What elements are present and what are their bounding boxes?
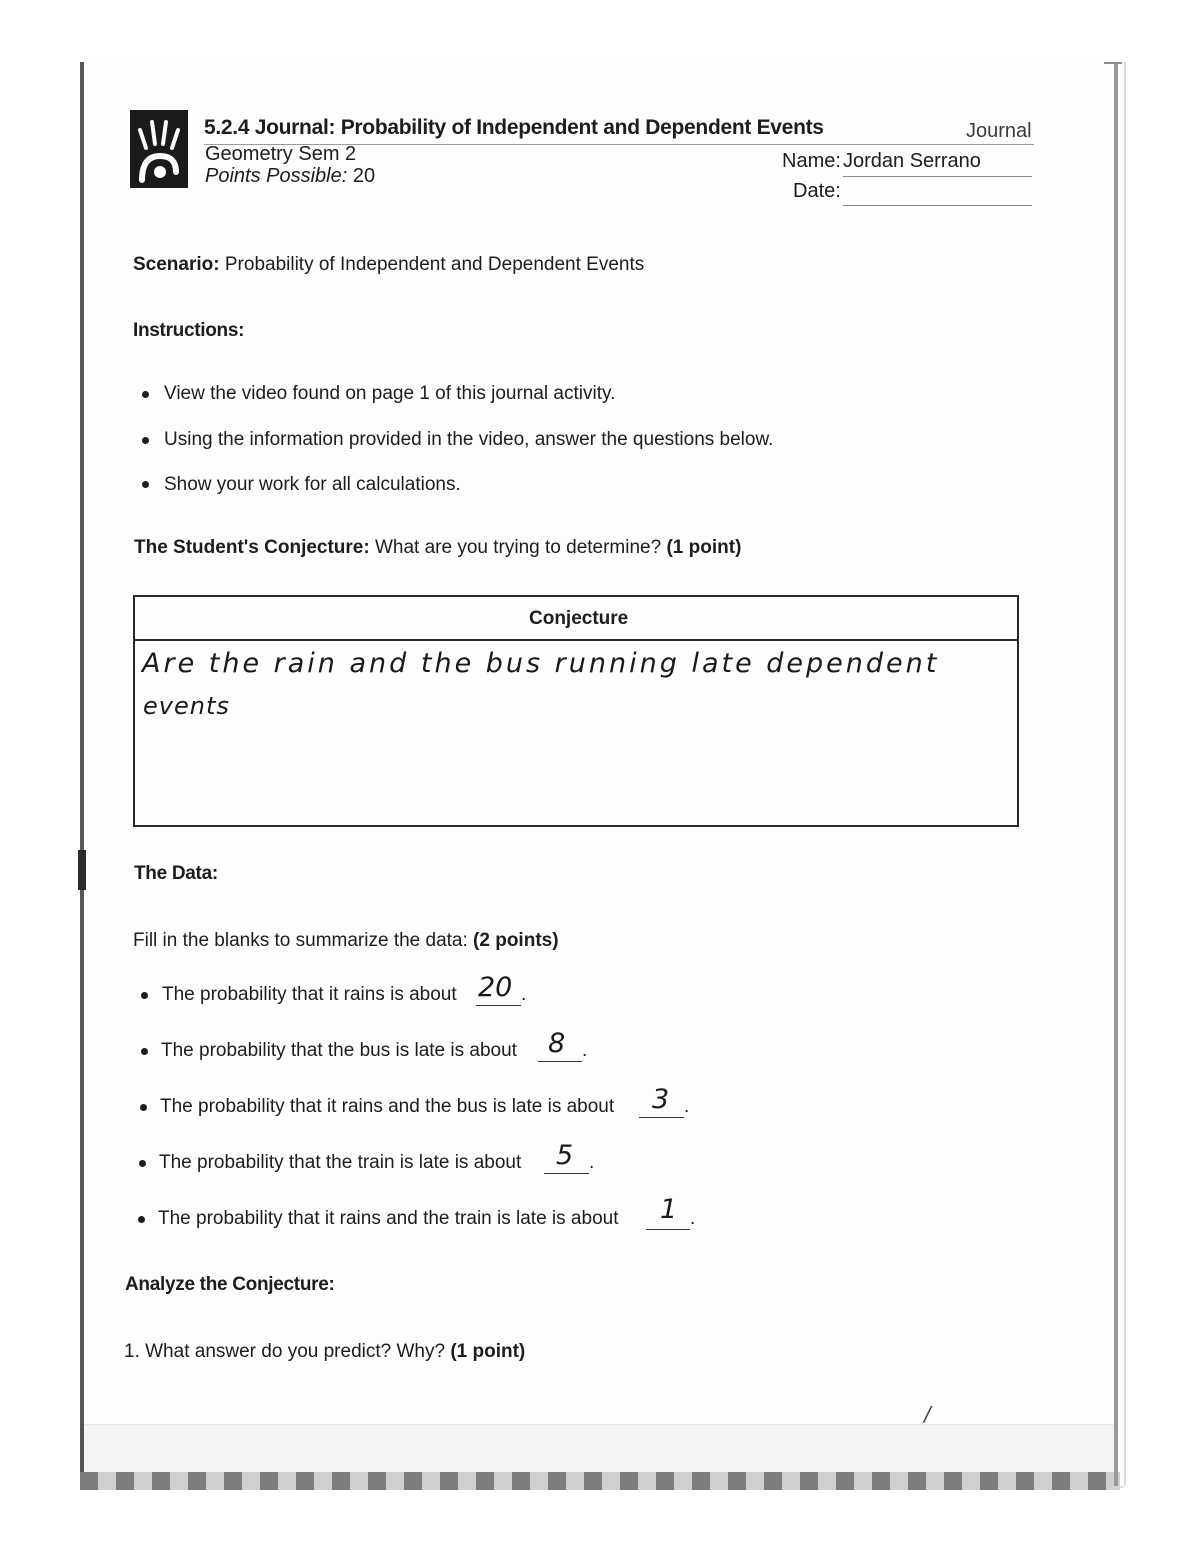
scenario-line: [133, 254, 644, 276]
conjecture-answer-line2[interactable]: events: [143, 692, 230, 720]
journal-tag: Journal: [966, 120, 1032, 142]
instruction-item: Using the information provided in the video, answer the questions below.: [164, 429, 774, 450]
data-item-text: The probability that it rains and the bus is late is about: [160, 1096, 615, 1117]
question-1-points: (1 point): [450, 1341, 526, 1362]
question-1: [124, 1341, 525, 1363]
period: .: [521, 984, 527, 1005]
data-item-text: The probability that it rains and the train is late is about: [158, 1208, 619, 1229]
bullet-dot: [139, 1160, 146, 1167]
page-bottom-strip: [80, 1472, 1120, 1490]
page-edge-mark: [78, 850, 86, 890]
course-name: Geometry Sem 2: [205, 143, 357, 165]
date-label: Date:: [793, 180, 841, 202]
blank-underline: [646, 1229, 690, 1230]
conjecture-table-header: Conjecture: [529, 608, 629, 629]
period: .: [589, 1152, 595, 1173]
points-possible: [205, 165, 375, 188]
period: .: [582, 1040, 588, 1061]
stray-pen-mark: /: [924, 1402, 931, 1426]
conjecture-answer-line1[interactable]: Are the rain and the bus running late dependent: [142, 648, 940, 679]
name-underline: [843, 176, 1032, 177]
period: .: [684, 1096, 690, 1117]
bullet-dot: [141, 992, 148, 999]
conjecture-prompt: [134, 537, 741, 559]
data-heading: The Data:: [134, 863, 218, 884]
fill-prompt: [133, 930, 559, 952]
bullet-dot: [142, 437, 149, 444]
date-underline: [843, 205, 1032, 206]
data-item-text: The probability that the bus is late is about: [161, 1040, 517, 1061]
bullet-dot: [138, 1216, 145, 1223]
page-corner-line: [1104, 62, 1122, 64]
scenario-text: Probability of Independent and Dependent Events: [224, 254, 645, 275]
data-item-value[interactable]: 8: [548, 1028, 566, 1059]
conjecture-label: The Student's Conjecture:: [134, 537, 370, 558]
conjecture-header-rule: [133, 639, 1019, 641]
page-title: 5.2.4 Journal: Probability of Independent and Dependent Events: [204, 116, 824, 139]
conjecture-points: (1 point): [666, 537, 742, 558]
scenario-label: Scenario:: [133, 254, 220, 275]
conjecture-question: What are you trying to determine?: [374, 537, 662, 558]
analyze-heading: Analyze the Conjecture:: [125, 1274, 335, 1295]
question-1-text: 1. What answer do you predict? Why?: [124, 1341, 446, 1362]
bullet-dot: [140, 1104, 147, 1111]
blank-underline: [538, 1061, 582, 1062]
data-item-text: The probability that it rains is about: [162, 984, 457, 1005]
blank-underline: [544, 1173, 589, 1174]
fill-prompt-text: Fill in the blanks to summarize the data:: [133, 930, 468, 951]
points-value: 20: [352, 165, 376, 187]
data-item-value[interactable]: 5: [556, 1140, 574, 1171]
data-item-text: The probability that the train is late is about: [159, 1152, 522, 1173]
name-label: Name:: [782, 150, 841, 172]
points-label: Points Possible:: [205, 165, 348, 187]
bullet-dot: [141, 1048, 148, 1055]
blank-underline: [476, 1005, 521, 1006]
name-field[interactable]: Jordan Serrano: [843, 150, 981, 172]
fill-prompt-points: (2 points): [473, 930, 559, 951]
bullet-dot: [142, 391, 149, 398]
page-right-edge: [1114, 62, 1118, 1486]
instruction-item: View the video found on page 1 of this journal activity.: [164, 383, 616, 404]
school-logo: [130, 110, 188, 188]
page-bottom-band: [84, 1424, 1118, 1475]
data-item-value[interactable]: 20: [478, 972, 513, 1003]
instructions-heading: Instructions:: [133, 320, 245, 341]
bullet-dot: [142, 481, 149, 488]
data-item-value[interactable]: 1: [660, 1194, 678, 1225]
instruction-item: Show your work for all calculations.: [164, 474, 461, 495]
data-item-value[interactable]: 3: [652, 1084, 670, 1115]
blank-underline: [639, 1117, 684, 1118]
sun-logo-icon: [130, 110, 188, 188]
period: .: [690, 1208, 696, 1229]
